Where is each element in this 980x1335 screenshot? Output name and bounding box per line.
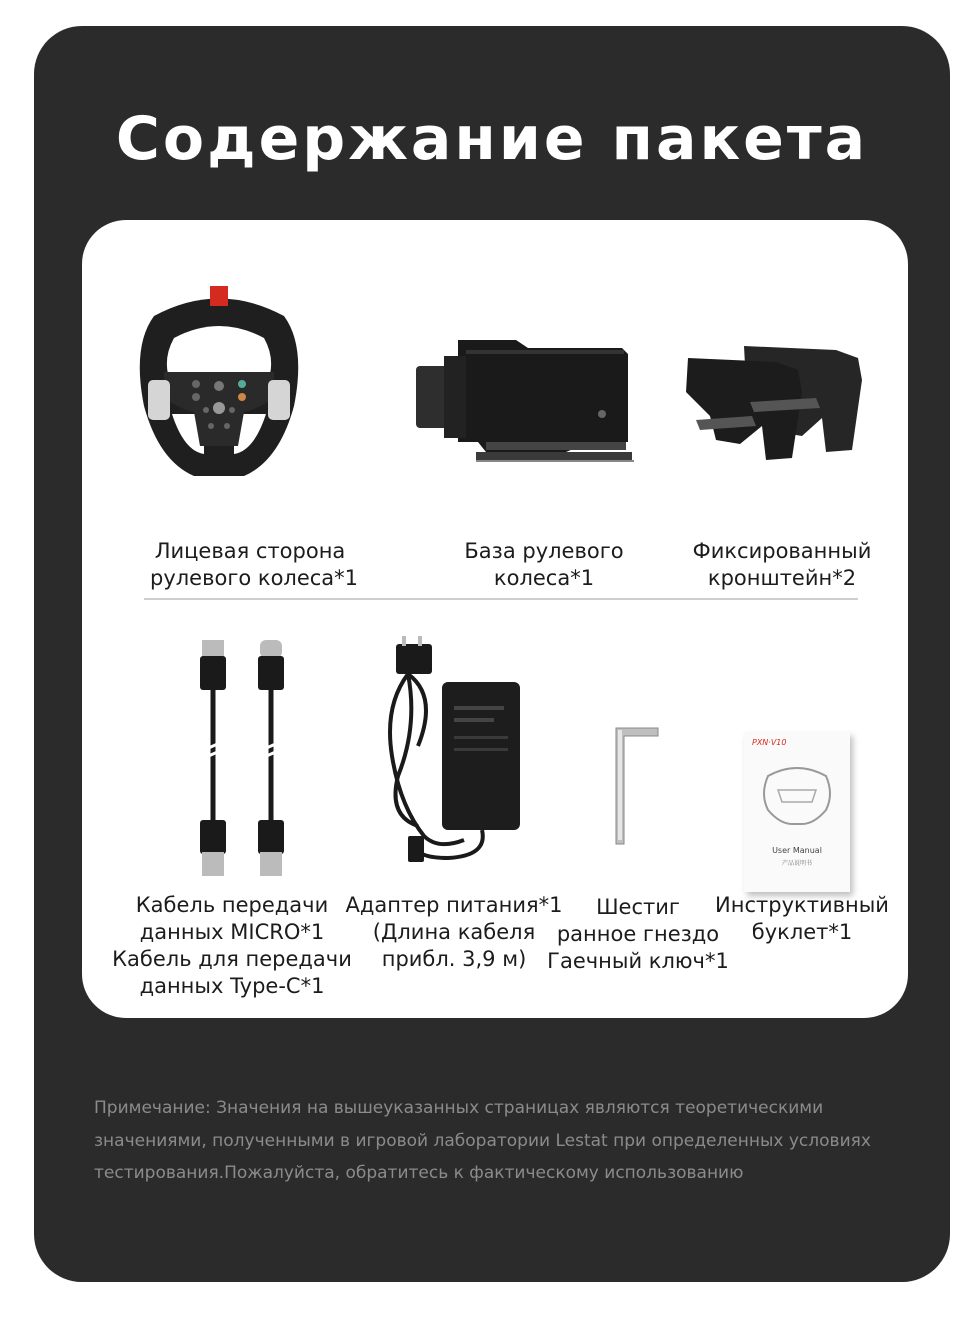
manual-brand: PXN·V10 bbox=[752, 738, 787, 747]
caption-user-manual: Инструктивный буклет*1 bbox=[715, 893, 889, 944]
caption-wheel-base: База рулевого колеса*1 bbox=[464, 539, 624, 590]
steering-wheel-image bbox=[134, 286, 304, 486]
fixed-bracket-image bbox=[686, 340, 864, 462]
caption-data-cables: Кабель передачи данных MICRO*1 Кабель для передачи данных Type-C*1 bbox=[112, 893, 352, 998]
caption-steering-wheel: Лицевая сторона рулевого колеса*1 bbox=[150, 539, 359, 590]
contents-card bbox=[82, 220, 908, 1018]
wheel-base-image bbox=[416, 334, 636, 476]
data-cables-image bbox=[194, 640, 294, 880]
user-manual-image bbox=[744, 732, 850, 892]
section-divider bbox=[144, 598, 858, 600]
hex-key-image bbox=[608, 724, 668, 854]
dark-panel bbox=[34, 26, 950, 1282]
power-adapter-image bbox=[378, 636, 528, 866]
page-title: Содержание пакета bbox=[115, 104, 869, 174]
manual-wheel-icon bbox=[762, 762, 832, 826]
caption-power-adapter: Адаптер питания*1 (Длина кабеля прибл. 3,9 м) bbox=[345, 893, 563, 971]
caption-fixed-bracket: Фиксированный кронштейн*2 bbox=[692, 539, 872, 590]
manual-sublabel: 产品说明书 bbox=[781, 860, 812, 867]
disclaimer-note: Примечание: Значения на вышеуказанных страницах являются теоретическими значениями, полученными в игровой лаборатории Lestat при определенных условиях тестирования.Пожалуйста, обратитесь к фактическому использованию bbox=[94, 1098, 871, 1183]
caption-hex-key: Шестиг ранное гнездо Гаечный ключ*1 bbox=[547, 895, 729, 973]
manual-label: User Manual bbox=[772, 846, 822, 855]
